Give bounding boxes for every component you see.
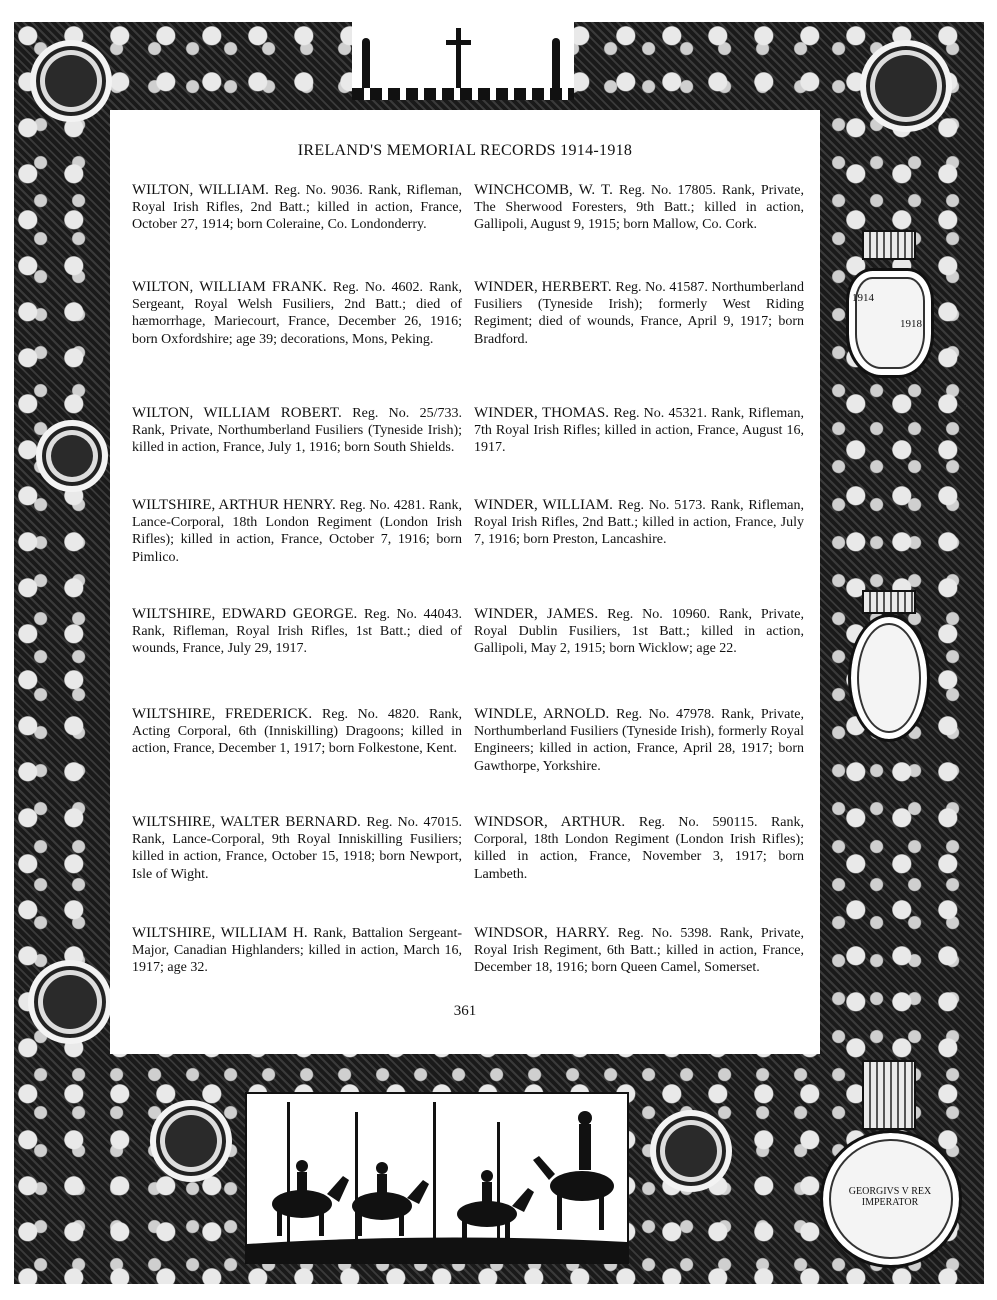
- memorial-entry: [132, 706, 462, 758]
- memorial-entry: [474, 606, 804, 658]
- scroll-ornament: [860, 40, 952, 132]
- star-year-right: 1918: [900, 318, 922, 330]
- battlement-wall: [352, 88, 574, 100]
- memorial-entry: [474, 925, 804, 977]
- scroll-ornament: [30, 40, 112, 122]
- medal-ribbon: [862, 230, 916, 260]
- entry-details: Rank, Battalion Sergeant-Major, Canadian Highlanders; killed in action, March 16, 1917; age 32.: [132, 926, 462, 976]
- scroll-ornament: [650, 1110, 732, 1192]
- medal-inscription: GEORGIVS V REX IMPERATOR: [848, 1186, 932, 1208]
- memorial-entry: [474, 405, 804, 457]
- memorial-entry: [132, 182, 462, 234]
- entry-details: Reg. No. 9036. Rank, Rifleman, Royal Irish Rifles, 2nd Batt.; killed in action, France, October 27, 1914; born Coleraine, Co. Londonderry.: [132, 183, 462, 233]
- entry-details: Reg. No. 10960. Rank, Private, Royal Dublin Fusiliers, 1st Batt.; killed in action, Gallipoli, May 2, 1915; born Wicklow; age 22.: [474, 607, 805, 657]
- scroll-ornament: [28, 960, 112, 1044]
- entry-name: WILTSHIRE, EDWARD GEORGE.: [132, 606, 364, 622]
- medal-ribbon: [862, 1060, 916, 1130]
- entry-name: WINDER, THOMAS.: [474, 405, 614, 421]
- entry-details: Reg. No. 5398. Rank, Private, Royal Irish Regiment, 6th Batt.; killed in action, France, December 18, 1916; born Queen Camel, Somerset.: [474, 926, 804, 976]
- star-year-left: 1914: [852, 292, 874, 304]
- entry-details: Reg. No. 590115. Rank, Corporal, 18th London Regiment (London Irish Rifles); killed in action, France, November 3, 1917; born Lambeth.: [474, 815, 804, 882]
- entry-name: WINDLE, ARNOLD.: [474, 706, 617, 722]
- scroll-ornament: [36, 420, 108, 492]
- entry-name: WINDSOR, ARTHUR.: [474, 814, 639, 830]
- entry-name: WILTSHIRE, WALTER BERNARD.: [132, 814, 367, 830]
- entry-name: WILTSHIRE, WILLIAM H.: [132, 925, 314, 941]
- memorial-entry: [474, 182, 804, 234]
- entry-details: Reg. No. 4820. Rank, Acting Corporal, 6th (Inniskilling) Dragoons; killed in action, France, December 1, 1917; born Folkestone, Kent.: [132, 707, 462, 757]
- entry-details: Reg. No. 45321. Rank, Rifleman, 7th Royal Irish Rifles; killed in action, France, August 16, 1917.: [474, 406, 804, 456]
- entry-name: WILTON, WILLIAM.: [132, 182, 275, 198]
- cross-icon: [456, 28, 461, 94]
- entry-details: Reg. No. 47015. Rank, Lance-Corporal, 9th Royal Inniskilling Fusiliers; killed in action, France, October 15, 1918; born Newport, Isle of Wight.: [132, 815, 462, 882]
- cross-icon: [446, 40, 471, 45]
- entry-name: WILTON, WILLIAM ROBERT.: [132, 405, 353, 421]
- memorial-entry: [474, 497, 804, 549]
- entry-details: Reg. No. 25/733. Rank, Private, Northumberland Fusiliers (Tyneside Irish); killed in action, France, July 1, 1916; born South Shields.: [132, 406, 462, 456]
- entry-name: WILTON, WILLIAM FRANK.: [132, 279, 333, 295]
- entry-details: Reg. No. 17805. Rank, Private, The Sherwood Foresters, 9th Batt.; killed in action, Gallipoli, August 9, 1915; born Mallow, Co. Cork.: [474, 183, 805, 233]
- entry-name: WINCHCOMB, W. T.: [474, 182, 620, 198]
- memorial-entry: [474, 706, 804, 775]
- memorial-entry: [132, 925, 462, 977]
- memorial-entry: [474, 279, 804, 348]
- entry-details: Reg. No. 47978. Rank, Private, Northumberland Fusiliers (Tyneside Irish), formerly Royal Engineers; killed in action, France, April 28, 1917; born Gawthorpe, Yorkshire.: [474, 707, 804, 774]
- victory-medal-icon: [848, 614, 930, 742]
- entry-name: WILTSHIRE, FREDERICK.: [132, 706, 322, 722]
- entry-details: Reg. No. 5173. Rank, Rifleman, Royal Irish Rifles, 2nd Batt.; killed in action, France, July 7, 1916; born Preston, Lancashire.: [474, 498, 804, 548]
- page-title: IRELAND'S MEMORIAL RECORDS 1914-1918: [297, 142, 633, 159]
- memorial-entry: [132, 405, 462, 457]
- entry-details: Reg. No. 4602. Rank, Sergeant, Royal Welsh Fusiliers, 2nd Batt.; died of hæmorrhage, Mariecourt, France, December 26, 1916; born Oxfordshire; age 39; decorations, Mons, Peking.: [132, 280, 462, 347]
- medal-ribbon: [862, 590, 916, 614]
- entry-name: WINDER, JAMES.: [474, 606, 608, 622]
- memorial-page: [110, 110, 820, 1054]
- memorial-entry: [132, 279, 462, 348]
- memorial-entry: [132, 814, 462, 883]
- entry-details: Reg. No. 4281. Rank, Lance-Corporal, 18th London Regiment (London Irish Rifles); killed in action, France, October 7, 1916; born Pimlico.: [132, 498, 462, 565]
- entry-name: WINDSOR, HARRY.: [474, 925, 618, 941]
- horsemen-silhouette-icon: [247, 1094, 627, 1262]
- silhouette-horsemen-panel: [245, 1092, 629, 1264]
- memorial-entry: [132, 497, 462, 566]
- scroll-ornament: [150, 1100, 232, 1182]
- entry-name: WINDER, WILLIAM.: [474, 497, 618, 513]
- entry-name: WILTSHIRE, ARTHUR HENRY.: [132, 497, 340, 513]
- entry-details: Reg. No. 41587. Northumberland Fusiliers (Tyneside Irish); formerly West Riding Regiment; died of wounds, France, April 9, 1917; born Bradford.: [474, 280, 804, 347]
- memorial-entry: [132, 606, 462, 658]
- entry-name: WINDER, HERBERT.: [474, 279, 616, 295]
- memorial-entry: [474, 814, 804, 883]
- page-number: 361: [453, 1003, 477, 1019]
- entry-details: Reg. No. 44043. Rank, Rifleman, Royal Irish Rifles, 1st Batt.; died of wounds, France, July 29, 1917.: [132, 607, 462, 657]
